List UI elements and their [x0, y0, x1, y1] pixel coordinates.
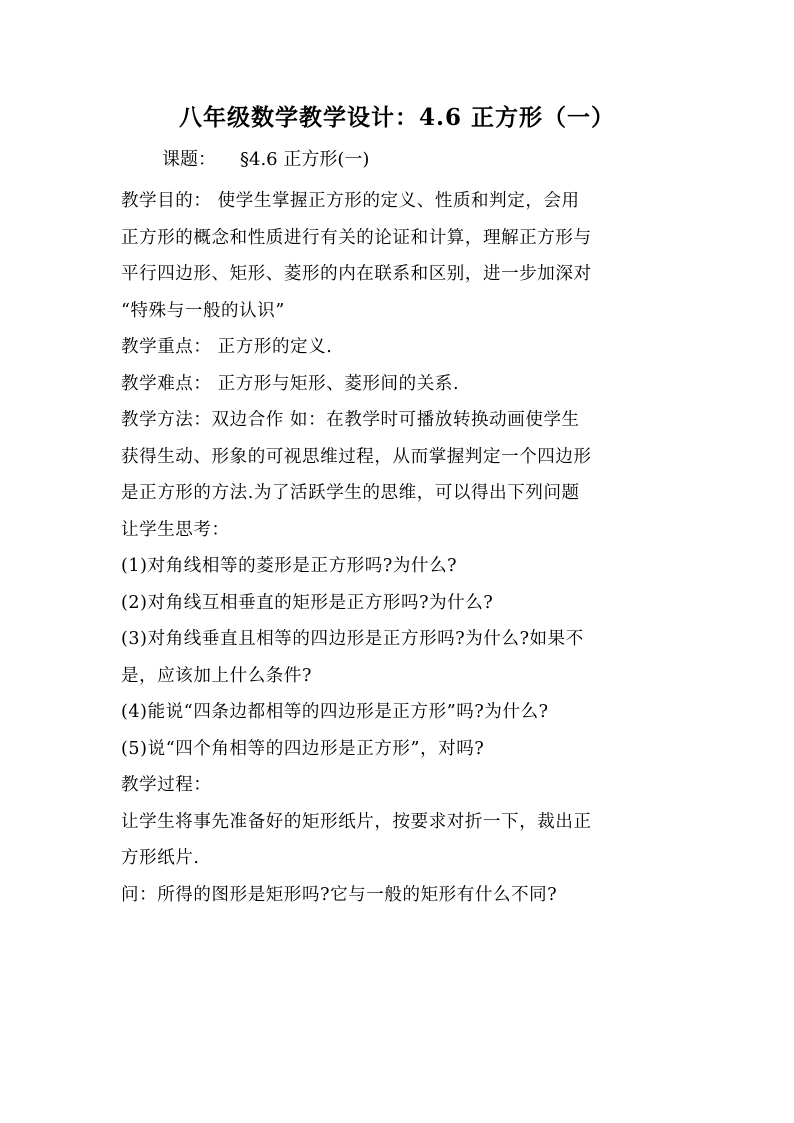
document-body	[121, 183, 681, 913]
question-line: (4)能说“四条边都相等的四边形是正方形”吗?为什么?	[121, 702, 549, 722]
body-line: 教学方法：双边合作 如：在教学时可播放转换动画使学生	[121, 410, 580, 430]
question-line: (1)对角线相等的菱形是正方形吗?为什么?	[121, 556, 458, 576]
body-line: 平行四边形、矩形、菱形的内在联系和区别，进一步加深对	[121, 264, 592, 284]
body-line: 是正方形的方法.为了活跃学生的思维，可以得出下列问题	[121, 483, 580, 503]
lesson-subject	[162, 146, 369, 174]
body-line: 教学过程：	[121, 775, 212, 795]
body-line: 教学难点： 正方形与矩形、菱形间的关系.	[121, 373, 460, 394]
body-line: 让学生将事先准备好的矩形纸片，按要求对折一下，裁出正	[121, 811, 592, 832]
body-line: 方形纸片.	[121, 848, 200, 868]
subject-label: 课题：	[162, 149, 216, 170]
body-line: 教学目的： 使学生掌握正方形的定义、性质和判定，会用	[121, 191, 580, 211]
question-line: (5)说“四个角相等的四边形是正方形”，对吗?	[121, 738, 485, 759]
question-line: (2)对角线互相垂直的矩形是正方形吗?为什么?	[121, 592, 494, 613]
body-line: 问：所得的图形是矩形吗?它与一般的矩形有什么不同?	[121, 884, 558, 905]
question-line: (3)对角线垂直且相等的四边形是正方形吗?为什么?如果不	[121, 629, 584, 649]
document-title: 八年级数学教学设计：4.6 正方形（一）	[178, 104, 616, 131]
body-line: 正方形的概念和性质进行有关的论证和计算，理解正方形与	[121, 227, 592, 248]
body-line: 教学重点： 正方形的定义.	[121, 337, 333, 357]
body-line: 获得生动、形象的可视思维过程，从而掌握判定一个四边形	[121, 446, 592, 467]
body-line: 让学生思考：	[121, 519, 230, 540]
question-line: 是，应该加上什么条件?	[121, 665, 312, 686]
body-line: “特殊与一般的认识”	[121, 300, 285, 321]
subject-value: §4.6 正方形(一)	[240, 149, 370, 170]
